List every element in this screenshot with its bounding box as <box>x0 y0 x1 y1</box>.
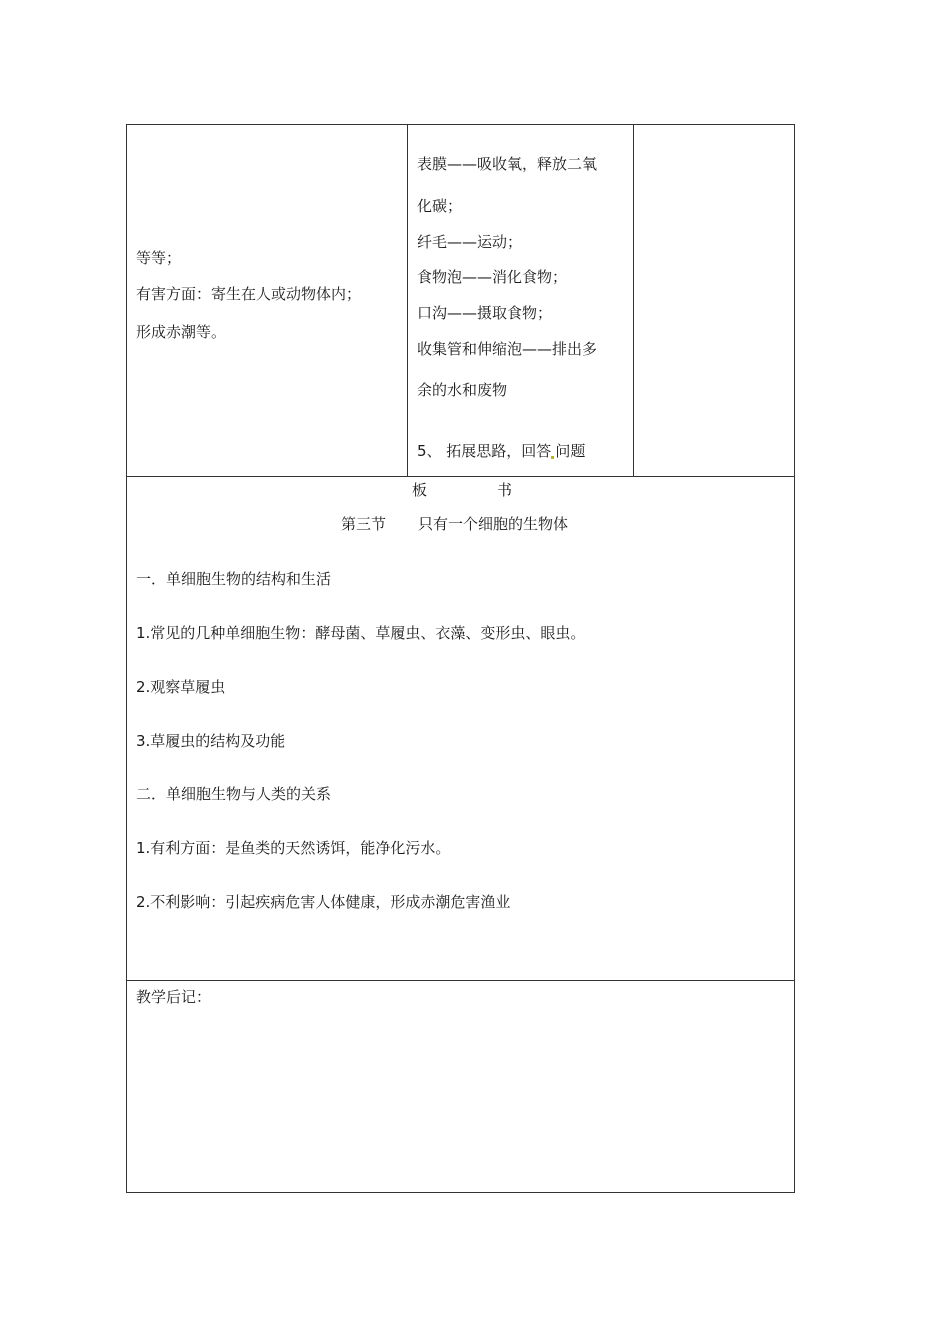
text-line: 收集管和伸缩泡——排出多 <box>417 340 598 358</box>
table-row-board <box>127 477 794 981</box>
section-number: 第三节 <box>341 515 387 533</box>
board-line: 1.有利方面：是鱼类的天然诱饵，能净化污水。 <box>136 839 451 857</box>
text-line: 等等； <box>136 249 182 267</box>
table-row-notes <box>127 981 794 1192</box>
cell-middle <box>408 125 634 476</box>
marker-dot <box>551 456 554 459</box>
text-line: 口沟——摄取食物； <box>417 304 553 322</box>
table-row-activities <box>127 125 794 477</box>
text-line: 表膜——吸收氧，释放二氧 <box>417 155 598 173</box>
text-line: 余的水和废物 <box>417 381 508 399</box>
section-title: 只有一个细胞的生物体 <box>418 515 569 533</box>
step-line <box>417 441 585 461</box>
text-line: 形成赤潮等。 <box>136 323 227 341</box>
board-heading-right: 书 <box>497 481 513 499</box>
step-suffix: 问题 <box>555 442 586 460</box>
notes-label: 教学后记： <box>136 988 212 1006</box>
step-prefix: 5、 拓展思路，回答 <box>417 442 552 460</box>
text-line: 化碳； <box>417 197 463 215</box>
lesson-table <box>126 124 795 1193</box>
board-line: 3.草履虫的结构及功能 <box>136 732 286 750</box>
board-line: 2.观察草履虫 <box>136 678 226 696</box>
text-line: 有害方面：寄生在人或动物体内； <box>136 285 362 303</box>
board-line: 一．单细胞生物的结构和生活 <box>136 570 332 588</box>
board-line: 二．单细胞生物与人类的关系 <box>136 785 332 803</box>
text-line: 纤毛——运动； <box>417 233 523 251</box>
cell-left <box>127 125 408 476</box>
text-line: 食物泡——消化食物； <box>417 268 568 286</box>
board-heading-left: 板 <box>412 481 428 499</box>
cell-right <box>634 125 794 476</box>
board-line: 2.不利影响：引起疾病危害人体健康，形成赤潮危害渔业 <box>136 893 511 911</box>
board-line: 1.常见的几种单细胞生物：酵母菌、草履虫、衣藻、变形虫、眼虫。 <box>136 624 586 642</box>
